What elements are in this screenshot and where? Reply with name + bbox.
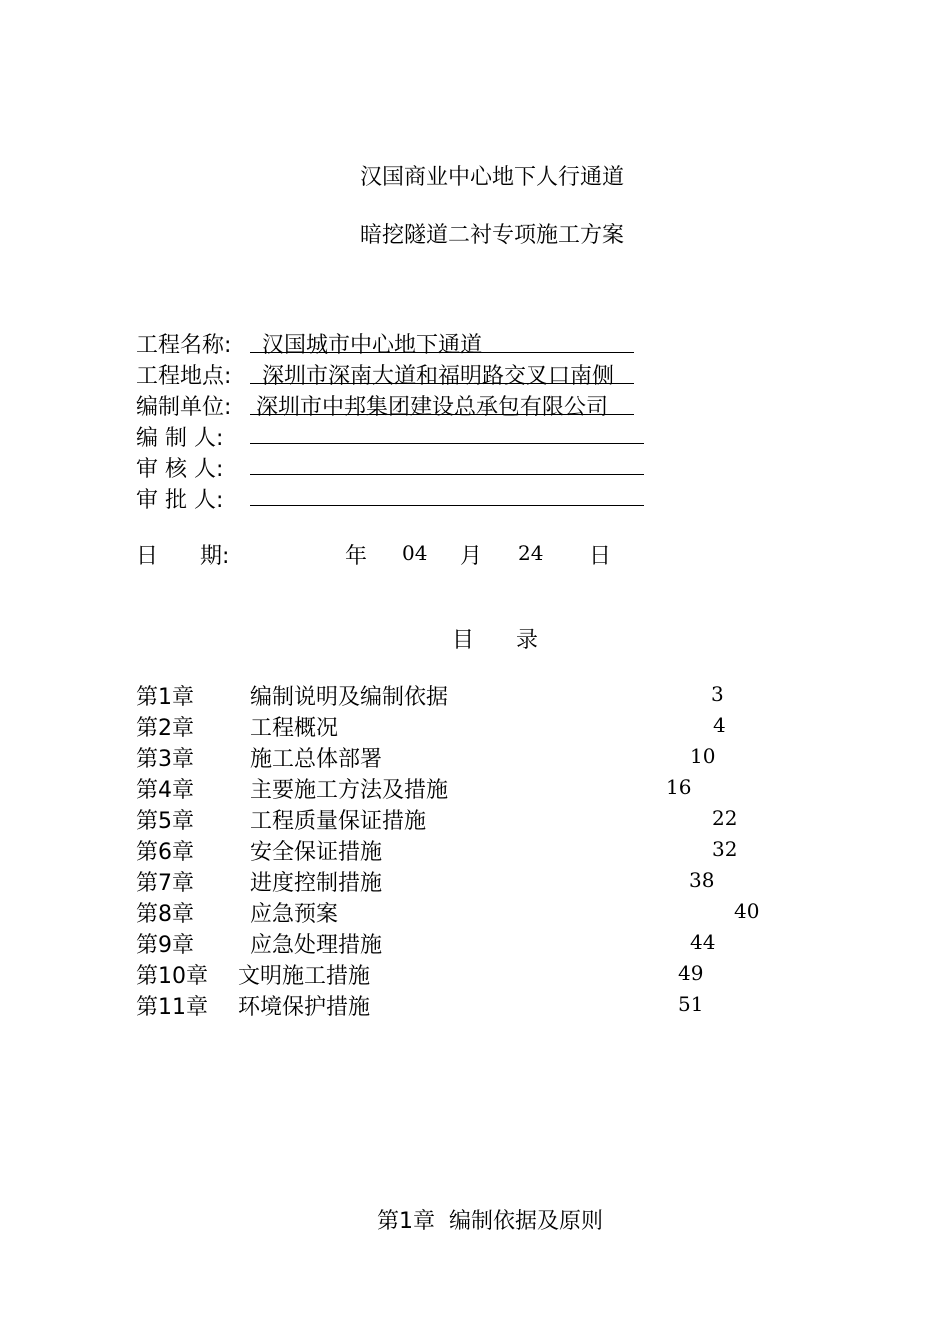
toc-chapter-5[interactable]: 第5章 [136,809,194,834]
project-name-label: 工程名称: [136,333,232,358]
date-month: 04 [402,541,428,565]
toc-chapter-4[interactable]: 第4章 [136,778,194,803]
location-underline [250,383,634,384]
toc-page-9: 44 [690,930,716,954]
location-label: 工程地点: [136,364,232,389]
approver-label: 审 批 人: [136,488,224,513]
toc-page-1: 3 [711,682,724,706]
toc-page-6: 32 [712,837,738,861]
toc-title-2[interactable]: 工程概况 [250,716,339,741]
chapter1-heading: 第1章 编制依据及原则 [377,1209,603,1234]
date-month-char: 月 [460,544,483,569]
toc-page-2: 4 [713,713,726,737]
compiler-label: 编 制 人: [136,426,224,451]
toc-title-9[interactable]: 应急处理措施 [250,933,383,958]
toc-page-7: 38 [689,868,715,892]
project-name-value: 汉国城市中心地下通道 [262,333,483,358]
toc-title-3[interactable]: 施工总体部署 [250,747,383,772]
toc-title-11[interactable]: 环境保护措施 [238,995,371,1020]
toc-page-4: 16 [666,775,692,799]
project-name-underline [250,352,634,353]
cover-title-line1: 汉国商业中心地下人行通道 [360,165,625,190]
toc-title-5[interactable]: 工程质量保证措施 [250,809,427,834]
unit-label: 编制单位: [136,395,232,420]
location-value: 深圳市深南大道和福明路交叉口南侧 [262,364,615,389]
toc-page-3: 10 [690,744,716,768]
date-label: 日 期: [136,544,230,569]
toc-page-11: 51 [678,992,704,1016]
toc-page-5: 22 [712,806,738,830]
toc-chapter-8[interactable]: 第8章 [136,902,194,927]
approver-underline [250,505,644,506]
reviewer-label: 审 核 人: [136,457,224,482]
toc-title-8[interactable]: 应急预案 [250,902,339,927]
toc-title-7[interactable]: 进度控制措施 [250,871,383,896]
unit-underline [250,414,634,415]
toc-title-1[interactable]: 编制说明及编制依据 [250,685,449,710]
toc-chapter-6[interactable]: 第6章 [136,840,194,865]
toc-chapter-10[interactable]: 第10章 [136,964,208,989]
toc-title-10[interactable]: 文明施工措施 [238,964,371,989]
toc-title-6[interactable]: 安全保证措施 [250,840,383,865]
toc-chapter-2[interactable]: 第2章 [136,716,194,741]
toc-chapter-1[interactable]: 第1章 [136,685,194,710]
toc-page-8: 40 [734,899,760,923]
toc-chapter-9[interactable]: 第9章 [136,933,194,958]
cover-title-line2: 暗挖隧道二衬专项施工方案 [360,223,625,248]
toc-title-4[interactable]: 主要施工方法及措施 [250,778,449,803]
compiler-underline [250,443,644,444]
toc-chapter-3[interactable]: 第3章 [136,747,194,772]
date-day-char: 日 [589,544,612,569]
toc-chapter-11[interactable]: 第11章 [136,995,208,1020]
reviewer-underline [250,474,644,475]
toc-heading: 目 录 [452,628,538,653]
unit-value: 深圳市中邦集团建设总承包有限公司 [256,395,609,420]
date-year-char: 年 [345,544,368,569]
date-day: 24 [518,541,544,565]
toc-page-10: 49 [678,961,704,985]
toc-chapter-7[interactable]: 第7章 [136,871,194,896]
